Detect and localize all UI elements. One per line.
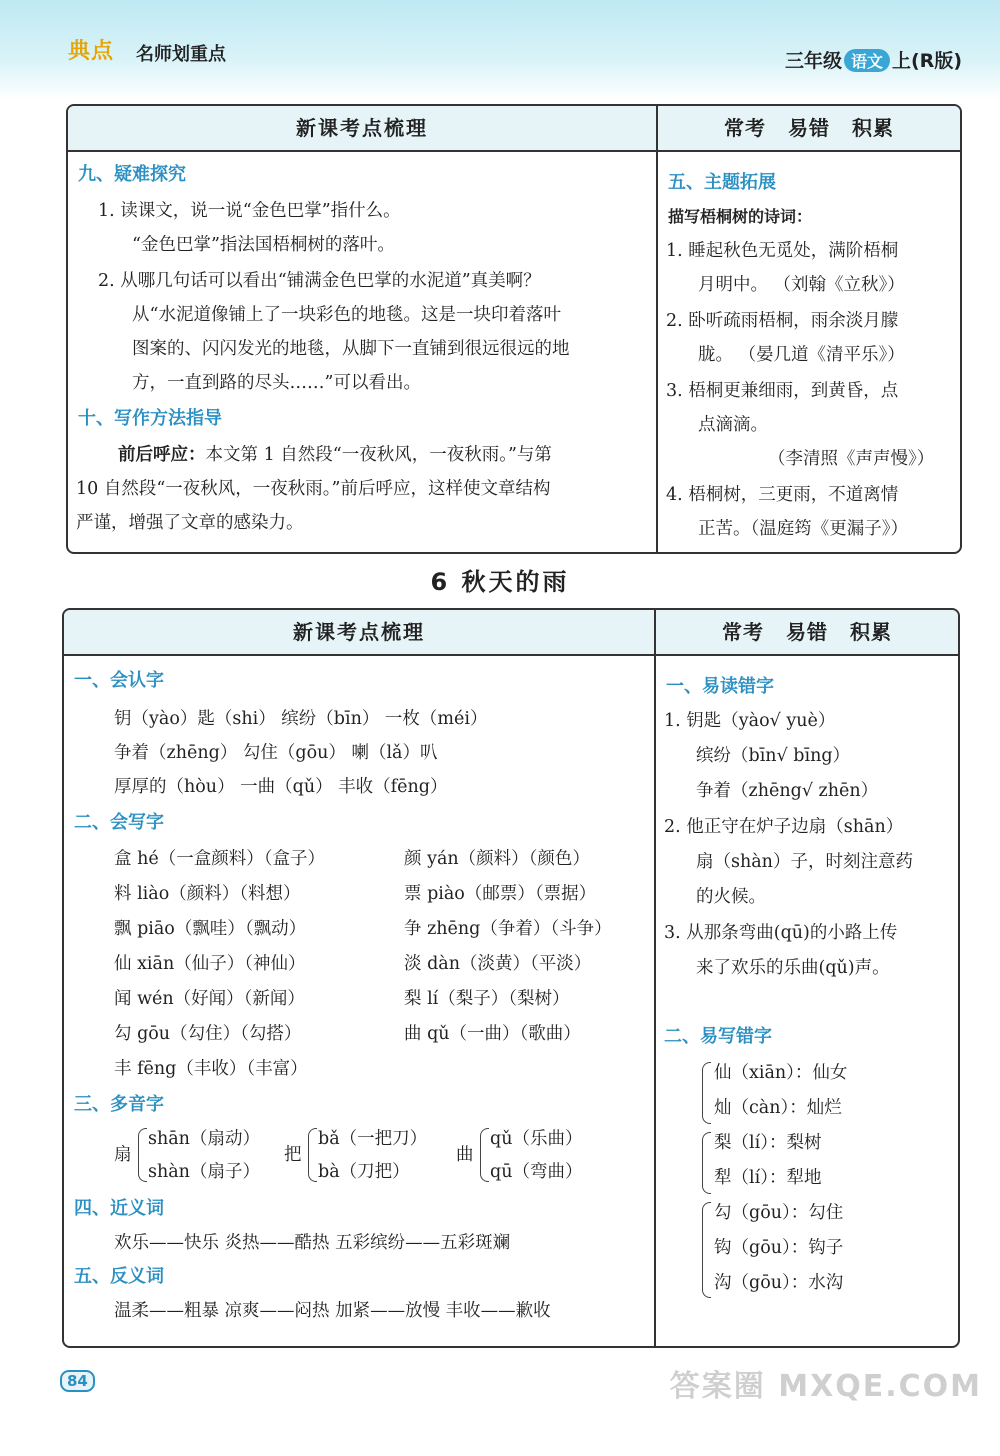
- polyphone-reading: qǔ（乐曲）: [490, 1129, 583, 1149]
- section-heading: 五、主题拓展: [668, 172, 776, 193]
- write-char-item: 梨 lí（梨子）（梨树）: [404, 989, 570, 1009]
- error-item: 3. 从那条弯曲(qū)的小路上传: [664, 923, 898, 943]
- section-heading: 十、写作方法指导: [78, 408, 222, 429]
- polyphone-reading: qū（弯曲）: [490, 1162, 583, 1182]
- section-heading: 四、近义词: [74, 1198, 164, 1219]
- wrong-char-item: 灿（càn）：灿烂: [714, 1098, 842, 1118]
- brace-icon: [480, 1128, 489, 1182]
- char-row: 钥（yào）匙（shi） 缤纷（bīn） 一枚（méi）: [114, 709, 488, 729]
- right-header: 常考 易错 积累: [658, 106, 960, 152]
- wrong-char-item: 犁（lí）：犁地: [714, 1168, 822, 1188]
- left-column: [68, 106, 656, 552]
- polyphone-char: 扇: [114, 1145, 132, 1165]
- polyphone-char: 曲: [456, 1145, 474, 1165]
- left-header: 新课考点梳理: [68, 106, 656, 152]
- watermark: 答案圈 MXQE.COM: [669, 1369, 982, 1404]
- write-char-item: 曲 qǔ（一曲）（歌曲）: [404, 1024, 581, 1044]
- error-item: 来了欢乐的乐曲(qǔ)声。: [696, 958, 890, 978]
- question-2: 2. 从哪几句话可以看出“铺满金色巴掌的水泥道”真美啊？: [98, 271, 541, 291]
- write-char-item: 料 liào（颜料）（料想）: [114, 884, 301, 904]
- wrong-char-item: 钩（gōu）：钩子: [714, 1238, 844, 1258]
- writing-line: 10 自然段“一夜秋风，一夜秋雨。”前后呼应，这样使文章结构: [76, 479, 551, 499]
- review-panel-top: [66, 104, 962, 554]
- page-number: 84: [60, 1370, 95, 1392]
- lesson-title: 6 秋天的雨: [430, 568, 570, 596]
- grade-label: [785, 46, 962, 73]
- right-header: 常考 易错 积累: [656, 610, 958, 656]
- polyphone-reading: shān（扇动）: [148, 1129, 260, 1149]
- brace-icon: [308, 1128, 317, 1182]
- write-char-item: 淡 dàn（淡黄）（平淡）: [404, 954, 592, 974]
- poem-line: 月明中。 （刘翰《立秋》）: [698, 275, 905, 295]
- answer-2-line: 方，一直到路的尽头……”可以看出。: [132, 373, 421, 393]
- section-heading: 五、反义词: [74, 1266, 164, 1287]
- brace-icon: [702, 1062, 711, 1124]
- antonym-row: 温柔——粗暴 凉爽——闷热 加紧——放慢 丰收——歉收: [114, 1301, 551, 1321]
- answer-2-line: 图案的、闪闪发光的地毯，从脚下一直铺到很远很远的地: [132, 339, 570, 359]
- polyphone-reading: shàn（扇子）: [148, 1162, 260, 1182]
- writing-line: 严谨，增强了文章的感染力。: [76, 513, 304, 533]
- brace-icon: [138, 1128, 147, 1182]
- poem-line: 3. 梧桐更兼细雨，到黄昏，点: [666, 381, 899, 401]
- poem-line: 2. 卧听疏雨梧桐，雨余淡月朦: [666, 311, 899, 331]
- poem-subheading: 描写梧桐树的诗词：: [668, 207, 813, 226]
- synonym-row: 欢乐——快乐 炎热——酷热 五彩缤纷——五彩斑斓: [114, 1233, 511, 1253]
- section-heading: 二、会写字: [74, 812, 164, 833]
- section-heading: 二、易写错字: [664, 1026, 772, 1047]
- write-char-item: 闻 wén（好闻）（新闻）: [114, 989, 305, 1009]
- write-char-item: 飘 piāo（飘哇）（飘动）: [114, 919, 307, 939]
- wrong-char-item: 勾（gōu）：勾住: [714, 1203, 844, 1223]
- poem-line: 4. 梧桐树，三更雨，不道离情: [666, 485, 899, 505]
- series-title: 名师划重点: [136, 44, 226, 65]
- left-column: [64, 610, 654, 1346]
- section-heading: 一、易读错字: [666, 676, 774, 697]
- error-item: 缤纷（bīn√ bīng）: [696, 746, 851, 766]
- subject-badge: 语文: [844, 49, 890, 72]
- write-char-item: 勾 gōu（勾住）（勾搭）: [114, 1024, 302, 1044]
- wrong-char-item: 梨（lí）：梨树: [714, 1133, 822, 1153]
- polyphone-reading: bǎ（一把刀）: [318, 1129, 428, 1149]
- write-char-item: 争 zhēng（争着）（斗争）: [404, 919, 612, 939]
- question-1: 1. 读课文，说一说“金色巴掌”指什么。: [98, 201, 401, 221]
- write-char-item: 票 piào（邮票）（票据）: [404, 884, 597, 904]
- right-column: [654, 610, 958, 1346]
- section-heading: 九、疑难探究: [78, 164, 186, 185]
- poem-line: 1. 睡起秋色无觅处，满阶梧桐: [666, 241, 899, 261]
- char-row: 厚厚的（hòu） 一曲（qǔ） 丰收（fēng）: [114, 777, 448, 797]
- wrong-char-item: 仙（xiān）：仙女: [714, 1063, 848, 1083]
- answer-1: “金色巴掌”指法国梧桐树的落叶。: [132, 235, 395, 255]
- right-column: [656, 106, 960, 552]
- edition-text: 上(R版): [892, 50, 962, 72]
- poem-line: 胧。 （晏几道《清平乐》）: [698, 345, 905, 365]
- error-item: 的火候。: [696, 887, 766, 907]
- char-row: 争着（zhēng） 勾住（gōu） 喇（lǎ）叭: [114, 743, 438, 763]
- wrong-char-item: 沟（gōu）：水沟: [714, 1273, 844, 1293]
- write-char-item: 丰 fēng（丰收）（丰富）: [114, 1059, 308, 1079]
- write-char-item: 盒 hé（一盒颜料）（盒子）: [114, 849, 325, 869]
- brace-icon: [702, 1202, 711, 1298]
- answer-2-line: 从“水泥道像铺上了一块彩色的地毯。这是一块印着落叶: [132, 305, 561, 325]
- section-heading: 一、会认字: [74, 670, 164, 691]
- brace-icon: [702, 1132, 711, 1194]
- error-item: 1. 钥匙（yào√ yuè）: [664, 711, 836, 731]
- error-item: 扇（shàn）子，时刻注意药: [696, 852, 913, 872]
- left-header: 新课考点梳理: [64, 610, 654, 656]
- poem-line: （李清照《声声慢》）: [768, 449, 935, 469]
- polyphone-char: 把: [284, 1145, 302, 1165]
- write-char-item: 仙 xiān（仙子）（神仙）: [114, 954, 306, 974]
- write-char-item: 颜 yán（颜料）（颜色）: [404, 849, 590, 869]
- error-item: 2. 他正守在炉子边扇（shān）: [664, 817, 904, 837]
- section-heading: 三、多音字: [74, 1094, 164, 1115]
- review-panel-bottom: [62, 608, 960, 1348]
- writing-line: 前后呼应：本文第 1 自然段“一夜秋风，一夜秋雨。”与第: [118, 445, 552, 465]
- poem-line: 正苦。（温庭筠《更漏子》）: [698, 519, 908, 539]
- polyphone-reading: bà（刀把）: [318, 1162, 410, 1182]
- grade-text: 三年级: [784, 50, 842, 72]
- poem-line: 点滴滴。: [698, 415, 768, 435]
- brand-logo: 典点: [68, 39, 115, 64]
- error-item: 争着（zhēng√ zhēn）: [696, 781, 879, 801]
